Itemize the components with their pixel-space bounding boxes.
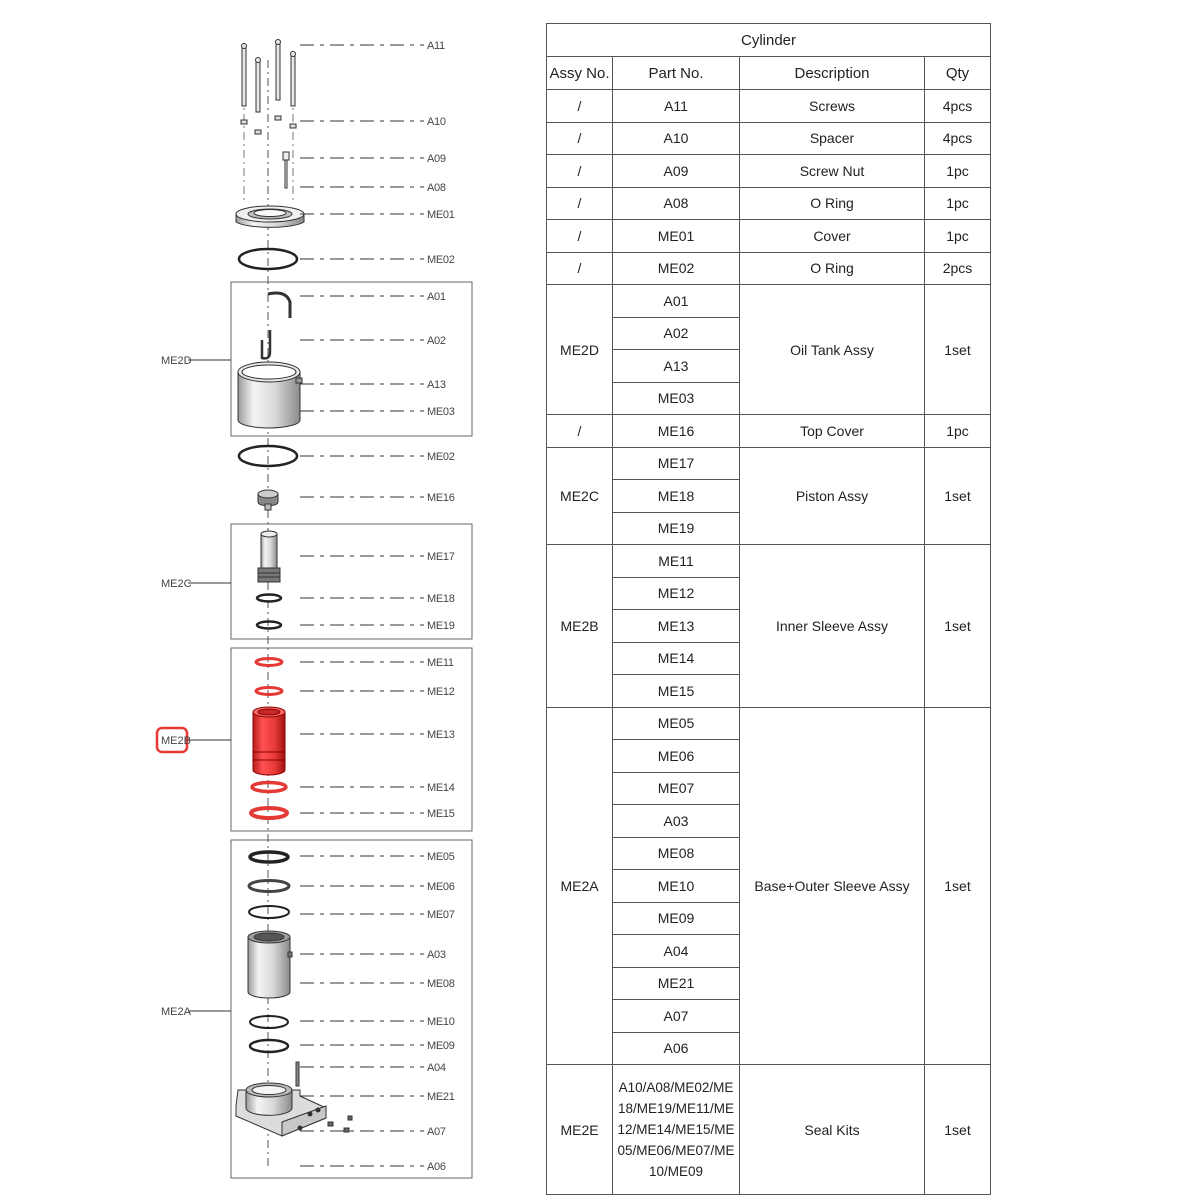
seal-me05	[250, 852, 288, 862]
description-cell: Seal Kits	[740, 1065, 925, 1195]
assy-no-cell: /	[547, 187, 613, 220]
qty-cell: 2pcs	[925, 252, 991, 285]
description-cell: Spacer	[740, 122, 925, 155]
description-cell: Top Cover	[740, 415, 925, 448]
part-label: ME08	[427, 978, 455, 990]
part-no-cell: A06	[613, 1032, 740, 1065]
parts-table	[546, 23, 991, 1195]
seal-me15	[251, 808, 287, 818]
qty-cell: 1pc	[925, 415, 991, 448]
part-label: A09	[427, 153, 446, 165]
part-no-cell: A13	[613, 350, 740, 383]
part-label: A02	[427, 335, 446, 347]
part-no-cell: ME13	[613, 610, 740, 643]
assy-no-cell: ME2C	[547, 447, 613, 545]
qty-cell: 4pcs	[925, 90, 991, 123]
part-label: ME11	[427, 657, 454, 669]
part-no-cell: A08	[613, 187, 740, 220]
seal-me18	[257, 595, 281, 602]
assy-no-cell: ME2A	[547, 707, 613, 1065]
description-cell: Screws	[740, 90, 925, 123]
part-no-cell: A02	[613, 317, 740, 350]
qty-cell: 1set	[925, 707, 991, 1065]
assy-no-cell: ME2B	[547, 545, 613, 708]
assy-leader-lines	[157, 355, 231, 1018]
part-label: A07	[427, 1126, 446, 1138]
table-row	[547, 285, 991, 318]
o-ring-me10	[250, 1016, 288, 1028]
piston-me17	[258, 531, 280, 582]
part-no-cell: ME12	[613, 577, 740, 610]
base-me21	[236, 1062, 326, 1136]
part-label: ME09	[427, 1040, 455, 1052]
table-row	[547, 220, 991, 253]
assy-no-cell: /	[547, 252, 613, 285]
description-cell: Inner Sleeve Assy	[740, 545, 925, 708]
table-row	[547, 415, 991, 448]
cover-me01	[236, 206, 304, 227]
part-no-cell: A01	[613, 285, 740, 318]
part-no-cell: ME07	[613, 772, 740, 805]
seal-me11	[256, 659, 282, 666]
table-row	[547, 545, 991, 578]
assy-no-cell: /	[547, 220, 613, 253]
part-no-cell: A11	[613, 90, 740, 123]
table-row	[547, 1065, 991, 1195]
qty-cell: 1pc	[925, 187, 991, 220]
part-label: A04	[427, 1062, 446, 1074]
seal-me14	[252, 783, 286, 792]
part-no-cell: ME05	[613, 707, 740, 740]
seal-me06	[249, 881, 289, 892]
part-label: ME12	[427, 686, 455, 698]
part-no-cell: ME09	[613, 902, 740, 935]
part-no-cell: ME06	[613, 740, 740, 773]
top-cover-me16	[258, 490, 278, 510]
seal-me12	[256, 688, 282, 695]
description-cell: O Ring	[740, 252, 925, 285]
assy-label: ME2B	[161, 735, 191, 747]
part-no-cell: ME02	[613, 252, 740, 285]
table-row	[547, 187, 991, 220]
assy-no-cell: ME2D	[547, 285, 613, 415]
part-no-cell: ME14	[613, 642, 740, 675]
part-label: ME19	[427, 620, 455, 632]
description-cell: Piston Assy	[740, 447, 925, 545]
part-label: ME03	[427, 406, 455, 418]
part-label: A08	[427, 182, 446, 194]
part-label: ME07	[427, 909, 455, 921]
part-label: ME02	[427, 451, 455, 463]
seal-me19	[257, 622, 281, 629]
table-row	[547, 252, 991, 285]
outer-sleeve-me08	[248, 931, 292, 998]
part-no-cell: ME15	[613, 675, 740, 708]
qty-cell: 1set	[925, 285, 991, 415]
table-row	[547, 707, 991, 740]
assy-no-cell: /	[547, 155, 613, 188]
part-no-cell: A10	[613, 122, 740, 155]
part-no-cell: ME11	[613, 545, 740, 578]
part-label: A11	[427, 40, 445, 52]
part-no-cell: A09	[613, 155, 740, 188]
qty-cell: 1pc	[925, 220, 991, 253]
part-label: ME01	[427, 209, 455, 221]
assy-label: ME2C	[161, 578, 192, 590]
part-label: ME05	[427, 851, 455, 863]
part-no-cell: ME19	[613, 512, 740, 545]
part-label: A03	[427, 949, 446, 961]
description-cell: Oil Tank Assy	[740, 285, 925, 415]
table-title: Cylinder	[547, 24, 991, 57]
part-label: A13	[427, 379, 446, 391]
plugs-a06	[328, 1116, 352, 1132]
description-cell: O Ring	[740, 187, 925, 220]
part-label: A06	[427, 1161, 446, 1173]
part-label: ME21	[427, 1091, 455, 1103]
part-leader-lines	[300, 40, 455, 1173]
part-label: ME17	[427, 551, 455, 563]
part-no-cell: ME01	[613, 220, 740, 253]
part-no-cell: ME10	[613, 870, 740, 903]
part-no-cell: A03	[613, 805, 740, 838]
description-cell: Screw Nut	[740, 155, 925, 188]
qty-cell: 1set	[925, 545, 991, 708]
part-label: ME10	[427, 1016, 455, 1028]
qty-cell: 4pcs	[925, 122, 991, 155]
part-no-cell: A10/A08/ME02/ME18/ME19/ME11/ME12/ME14/ME15/ME05/ME06/ME07/ME10/ME09	[613, 1065, 740, 1195]
header-qty: Qty	[925, 57, 991, 90]
part-no-cell: A07	[613, 1000, 740, 1033]
part-label: ME13	[427, 729, 455, 741]
qty-cell: 1set	[925, 447, 991, 545]
part-no-cell: ME03	[613, 382, 740, 415]
part-label: A10	[427, 116, 446, 128]
part-no-cell: A04	[613, 935, 740, 968]
header-description: Description	[740, 57, 925, 90]
part-no-cell: ME18	[613, 480, 740, 513]
table-row	[547, 155, 991, 188]
qty-cell: 1set	[925, 1065, 991, 1195]
qty-cell: 1pc	[925, 155, 991, 188]
o-ring-me07	[249, 906, 289, 918]
part-no-cell: ME21	[613, 967, 740, 1000]
part-no-cell: ME17	[613, 447, 740, 480]
exploded-cylinder-diagram	[0, 0, 540, 1200]
oil-tank-assembly	[238, 293, 302, 428]
part-no-cell: ME08	[613, 837, 740, 870]
o-ring-me09	[250, 1040, 288, 1052]
part-no-cell: ME16	[613, 415, 740, 448]
table-row	[547, 122, 991, 155]
part-label: ME15	[427, 808, 455, 820]
assy-label: ME2D	[161, 355, 192, 367]
screw-nut-a09	[283, 152, 289, 188]
part-label: ME02	[427, 254, 455, 266]
description-cell: Cover	[740, 220, 925, 253]
assy-no-cell: ME2E	[547, 1065, 613, 1195]
table-row	[547, 447, 991, 480]
part-label: ME06	[427, 881, 455, 893]
part-label: ME16	[427, 492, 455, 504]
description-cell: Base+Outer Sleeve Assy	[740, 707, 925, 1065]
assy-no-cell: /	[547, 415, 613, 448]
part-label: ME14	[427, 782, 455, 794]
inner-sleeve-me13	[253, 712, 285, 775]
header-part-no: Part No.	[613, 57, 740, 90]
header-assy-no: Assy No.	[547, 57, 613, 90]
table-row	[547, 90, 991, 123]
part-label: ME18	[427, 593, 455, 605]
part-label: A01	[427, 291, 446, 303]
assy-no-cell: /	[547, 90, 613, 123]
assy-no-cell: /	[547, 122, 613, 155]
inner-sleeve-assembly-highlighted	[251, 659, 287, 819]
assy-label: ME2A	[161, 1006, 191, 1018]
